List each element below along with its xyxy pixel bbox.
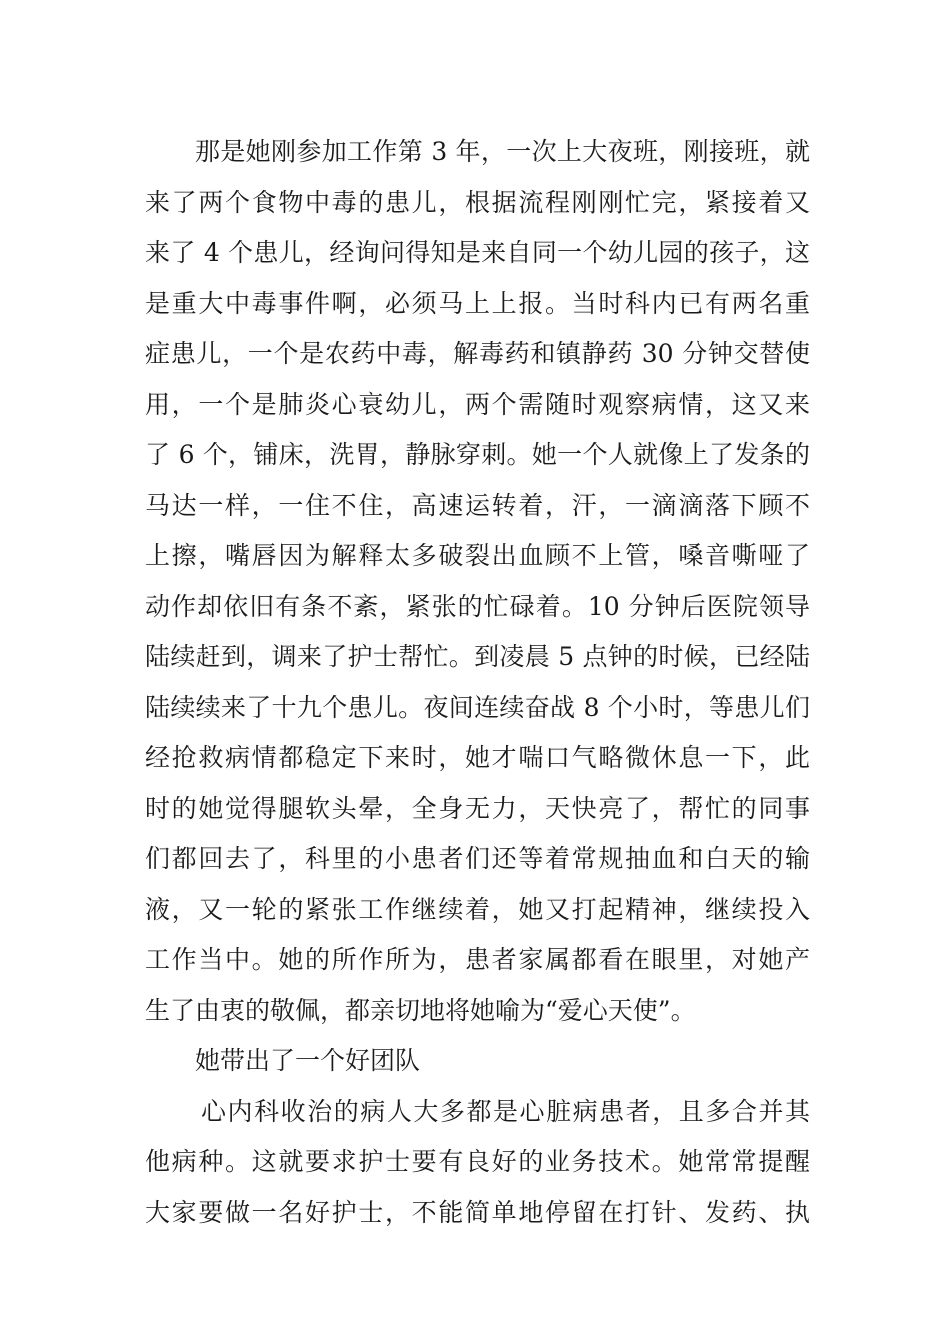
paragraph-line: 生了由衷的敬佩，都亲切地将她喻为“爱心天使”。 <box>145 995 696 1025</box>
section-heading: 她带出了一个好团队 <box>195 1046 421 1075</box>
paragraph-line: 液，又一轮的紧张工作继续着，她又打起精神，继续投入 <box>145 894 810 924</box>
paragraph-line: 经抢救病情都稳定下来时，她才喘口气略微休息一下，此 <box>145 743 810 772</box>
paragraph-line: 那是她刚参加工作第 3 年，一次上大夜班，刚接班，就 <box>195 137 810 166</box>
paragraph-line: 陆续赶到，调来了护士帮忙。到凌晨 5 点钟的时候，已经陆 <box>145 642 810 671</box>
paragraph-line: 们都回去了，科里的小患者们还等着常规抽血和白天的输 <box>145 844 810 873</box>
paragraph-line: 用，一个是肺炎心衰幼儿，两个需随时观察病情，这又来 <box>145 389 810 419</box>
paragraph-line: 上擦，嘴唇因为解释太多破裂出血顾不上管，嗓音嘶哑了 <box>145 541 810 570</box>
paragraph-line: 时的她觉得腿软头晕，全身无力，天快亮了，帮忙的同事 <box>145 793 810 823</box>
paragraph-line: 动作却依旧有条不紊，紧张的忙碌着。10 分钟后医院领导 <box>145 591 810 621</box>
paragraph-line: 来了 4 个患儿，经询问得知是来自同一个幼儿园的孩子，这 <box>145 238 810 267</box>
paragraph-line: 了 6 个，铺床，洗胃，静脉穿刺。她一个人就像上了发条的 <box>145 440 810 469</box>
paragraph-line: 工作当中。她的所作所为，患者家属都看在眼里，对她产 <box>145 945 810 974</box>
body-text <box>145 127 810 1238</box>
paragraph-line: 大家要做一名好护士，不能简单地停留在打针、发药、执 <box>145 1197 810 1227</box>
paragraph-line: 心内科收治的病人大多都是心脏病患者，且多合并其 <box>201 1096 810 1126</box>
paragraph-line: 来了两个食物中毒的患儿，根据流程刚刚忙完，紧接着又 <box>145 187 810 217</box>
paragraph-line: 他病种。这就要求护士要有良好的业务技术。她常常提醒 <box>145 1147 810 1176</box>
paragraph-line: 马达一样，一住不住，高速运转着，汗，一滴滴落下顾不 <box>145 490 810 520</box>
paragraph-line: 是重大中毒事件啊，必须马上上报。当时科内已有两名重 <box>145 288 810 318</box>
paragraph-line: 陆续续来了十九个患儿。夜间连续奋战 8 个小时，等患儿们 <box>145 692 810 722</box>
paragraph-line: 症患儿，一个是农药中毒，解毒药和镇静药 30 分钟交替使 <box>145 339 810 368</box>
